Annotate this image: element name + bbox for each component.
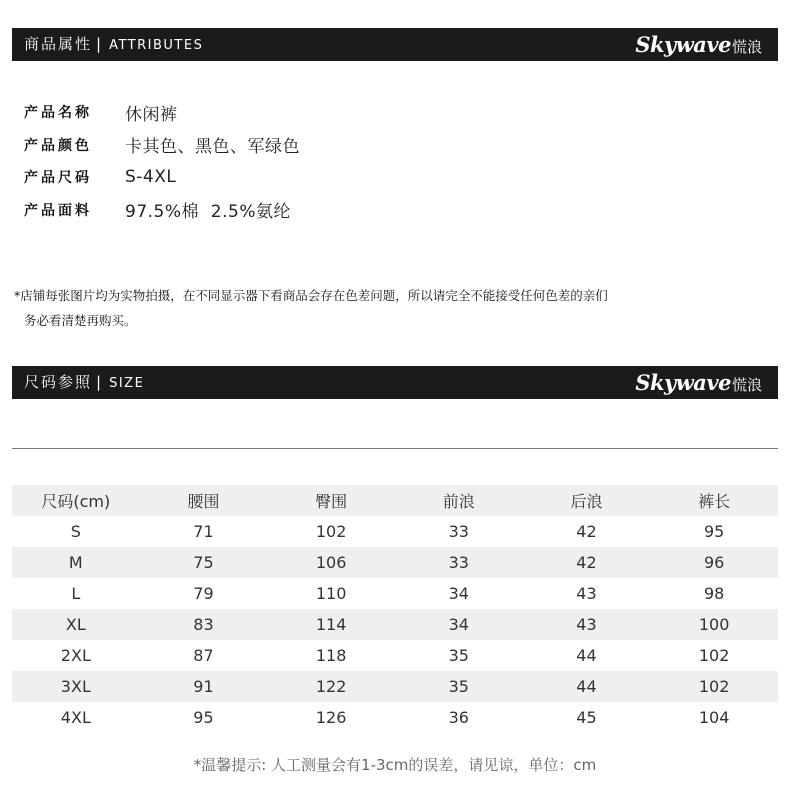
size-title-separator: |: [96, 373, 104, 391]
table-cell: 95: [193, 708, 214, 727]
attribute-row-fabric: [24, 194, 300, 227]
table-cell: 34: [448, 615, 469, 634]
table-row: [12, 516, 778, 547]
note-line-1: *店铺每张图片均为实物拍摄，在不同显示器下看商品会存在色差问题，所以请完全不能接受任何色差的亲们: [14, 288, 608, 303]
table-cell: 91: [193, 677, 214, 696]
table-cell: 2XL: [60, 646, 91, 665]
brand-logo-text: Skywave: [635, 32, 731, 57]
column-header-hip: 臀围: [315, 492, 348, 511]
table-cell: XL: [65, 615, 86, 634]
size-title-cn: 尺码参照: [24, 373, 93, 391]
table-header-row: [12, 485, 778, 516]
table-cell: 45: [576, 708, 597, 727]
table-row: [12, 578, 778, 609]
attribute-label: 产品面料: [24, 202, 92, 219]
table-cell: 34: [448, 584, 469, 603]
attribute-row-size: [24, 161, 300, 194]
table-cell: 100: [698, 615, 730, 634]
table-cell: 79: [193, 584, 214, 603]
size-header-title: [24, 366, 144, 400]
attributes-title-separator: |: [96, 35, 104, 53]
table-row: [12, 671, 778, 702]
attribute-value: S-4XL: [125, 167, 177, 188]
table-cell: 98: [703, 584, 725, 603]
table-cell: 75: [193, 553, 214, 572]
attribute-value: 休闲裤: [125, 104, 178, 125]
table-cell: 36: [448, 708, 469, 727]
table-cell: L: [71, 584, 81, 603]
brand-logo-cn: 慌浪: [731, 38, 762, 56]
table-cell: 3XL: [60, 677, 91, 696]
table-cell: 42: [576, 522, 597, 541]
table-cell: 33: [448, 553, 469, 572]
attribute-value: 卡其色、黑色、军绿色: [125, 137, 300, 158]
attributes-title-cn: 商品属性: [24, 35, 93, 53]
attribute-label: 产品颜色: [24, 137, 92, 154]
table-cell: 102: [315, 522, 347, 541]
table-cell: 71: [193, 522, 214, 541]
table-cell: 122: [315, 677, 347, 696]
table-cell: 118: [315, 646, 347, 665]
table-cell: 102: [698, 677, 730, 696]
table-row: [12, 640, 778, 671]
table-cell: 4XL: [60, 708, 91, 727]
attribute-row-color: [24, 129, 300, 162]
table-cell: 106: [315, 553, 347, 572]
table-cell: 35: [448, 677, 469, 696]
table-cell: 83: [193, 615, 214, 634]
size-chart-table: [12, 485, 778, 733]
attributes-list: [24, 96, 300, 226]
brand-logo: [635, 28, 762, 64]
attribute-row-name: [24, 96, 300, 129]
table-cell: 114: [315, 615, 347, 634]
attribute-label: 产品尺码: [24, 170, 92, 187]
table-cell: 43: [576, 584, 597, 603]
table-row: [12, 609, 778, 640]
table-cell: 126: [315, 708, 347, 727]
column-header-back-rise: 后浪: [570, 492, 603, 511]
divider-line: [12, 448, 778, 449]
attribute-label: 产品名称: [24, 105, 92, 122]
table-cell: M: [68, 553, 83, 572]
table-row: [12, 547, 778, 578]
column-header-size: 尺码(cm): [41, 492, 111, 511]
table-cell: 87: [193, 646, 214, 665]
table-cell: 96: [703, 553, 725, 572]
note-line-2: 务必看清楚再购买。: [24, 313, 137, 328]
brand-logo-text: Skywave: [635, 370, 731, 395]
measurement-footer-note: *温馨提示: 人工测量会有1-3cm的误差，请见谅，单位：cm: [193, 756, 597, 774]
table-cell: 104: [698, 708, 730, 727]
table-cell: 42: [576, 553, 597, 572]
table-row: [12, 702, 778, 733]
table-cell: 43: [576, 615, 597, 634]
color-difference-note: [14, 283, 754, 333]
brand-logo-cn: 慌浪: [731, 376, 762, 394]
table-cell: 110: [315, 584, 347, 603]
table-cell: 95: [703, 522, 725, 541]
column-header-front-rise: 前浪: [442, 492, 475, 511]
table-cell: S: [70, 522, 81, 541]
attributes-header-bar: [12, 28, 778, 61]
attribute-value: 97.5%棉 2.5%氨纶: [125, 202, 292, 223]
column-header-length: 裤长: [698, 492, 731, 511]
size-header-bar: [12, 366, 778, 399]
table-cell: 33: [448, 522, 469, 541]
brand-logo: [635, 366, 762, 402]
column-header-waist: 腰围: [187, 492, 220, 511]
table-cell: 35: [448, 646, 469, 665]
table-cell: 44: [576, 646, 597, 665]
attributes-title-en: ATTRIBUTES: [109, 38, 204, 53]
table-cell: 44: [576, 677, 597, 696]
table-cell: 102: [698, 646, 730, 665]
attributes-header-title: [24, 28, 203, 62]
size-title-en: SIZE: [109, 376, 145, 391]
